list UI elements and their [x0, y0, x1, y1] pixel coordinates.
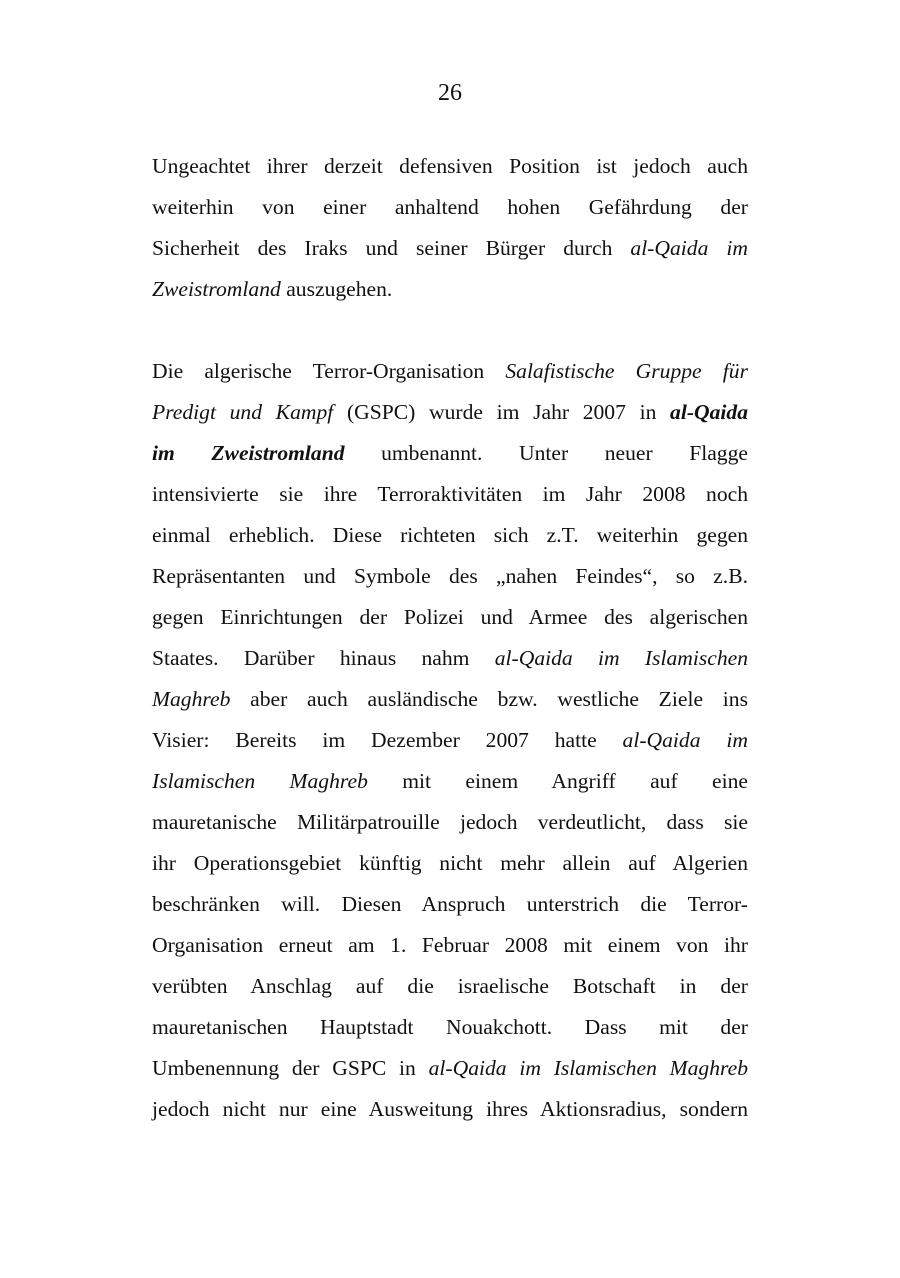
- text-run: (GSPC) wurde im Jahr 2007 in: [333, 400, 671, 424]
- text-run: weiterhin von einer anhaltend hohen Gefährdung der: [152, 195, 748, 219]
- text-line: [152, 843, 748, 884]
- text-run: mit einem Angriff auf eine: [367, 769, 748, 793]
- italic-term: Zweistromland: [152, 277, 281, 301]
- bold-italic-term: im Zweistromland: [152, 441, 345, 465]
- text-run: Ungeachtet ihrer derzeit defensiven Position ist jedoch auch: [152, 154, 748, 178]
- text-line: [152, 433, 748, 474]
- text-run: einmal erheblich. Diese richteten sich z.T. weiterhin gegen: [152, 523, 748, 547]
- paragraph-2: [152, 351, 748, 1130]
- text-line: [152, 761, 748, 802]
- italic-term: al-Qaida im: [630, 236, 748, 260]
- text-run: Die algerische Terror-Organisation: [152, 359, 506, 383]
- text-run: Organisation erneut am 1. Februar 2008 mit einem von ihr: [152, 933, 748, 957]
- italic-term: al-Qaida im Islamischen Maghreb: [428, 1056, 748, 1080]
- text-run: Visier: Bereits im Dezember 2007 hatte: [152, 728, 623, 752]
- text-run: mauretanische Militärpatrouille jedoch verdeutlicht, dass sie: [152, 810, 748, 834]
- text-line: [152, 638, 748, 679]
- text-run: jedoch nicht nur eine Ausweitung ihres Aktionsradius, sondern: [152, 1097, 748, 1121]
- text-line: [152, 925, 748, 966]
- text-line: [152, 597, 748, 638]
- text-run: Repräsentanten und Symbole des „nahen Feindes“, so z.B.: [152, 564, 748, 588]
- bold-italic-term: al-Qaida: [670, 400, 749, 424]
- text-line: [152, 679, 748, 720]
- text-run: beschränken will. Diesen Anspruch unterstrich die Terror-: [152, 892, 748, 916]
- body-text: [152, 146, 748, 1130]
- text-line: [152, 1089, 748, 1130]
- italic-term: al-Qaida im Islamischen: [494, 646, 749, 670]
- text-run: intensivierte sie ihre Terroraktivitäten im Jahr 2008 noch: [152, 482, 748, 506]
- page-number: 26: [438, 80, 462, 106]
- text-run: verübten Anschlag auf die israelische Botschaft in der: [152, 974, 748, 998]
- text-run: auszugehen.: [280, 277, 393, 301]
- text-line: [152, 228, 748, 269]
- text-run: aber auch ausländische bzw. westliche Ziele ins: [230, 687, 748, 711]
- italic-term: Predigt und Kampf: [152, 400, 334, 424]
- text-line: [152, 392, 748, 433]
- text-run: Sicherheit des Iraks und seiner Bürger durch: [152, 236, 631, 260]
- italic-term: Islamischen Maghreb: [152, 769, 368, 793]
- text-line: [152, 720, 748, 761]
- paragraph-1: [152, 146, 748, 310]
- text-line: [152, 515, 748, 556]
- text-line: [152, 802, 748, 843]
- text-run: umbenannt. Unter neuer Flagge: [344, 441, 748, 465]
- text-line: [152, 1007, 748, 1048]
- text-run: gegen Einrichtungen der Polizei und Armee des algerischen: [152, 605, 748, 629]
- text-line: [152, 884, 748, 925]
- italic-term: Maghreb: [152, 687, 231, 711]
- text-run: ihr Operationsgebiet künftig nicht mehr allein auf Algerien: [152, 851, 748, 875]
- text-run: Staates. Darüber hinaus nahm: [152, 646, 495, 670]
- italic-term: al-Qaida im: [622, 728, 748, 752]
- text-line: [152, 351, 748, 392]
- text-line: [152, 187, 748, 228]
- text-line: [152, 269, 748, 310]
- text-run: mauretanischen Hauptstadt Nouakchott. Dass mit der: [152, 1015, 748, 1039]
- italic-term: Salafistische Gruppe für: [505, 359, 748, 383]
- text-run: Umbenennung der GSPC in: [152, 1056, 429, 1080]
- text-line: [152, 966, 748, 1007]
- text-line: [152, 146, 748, 187]
- text-line: [152, 1048, 748, 1089]
- text-line: [152, 556, 748, 597]
- text-line: [152, 474, 748, 515]
